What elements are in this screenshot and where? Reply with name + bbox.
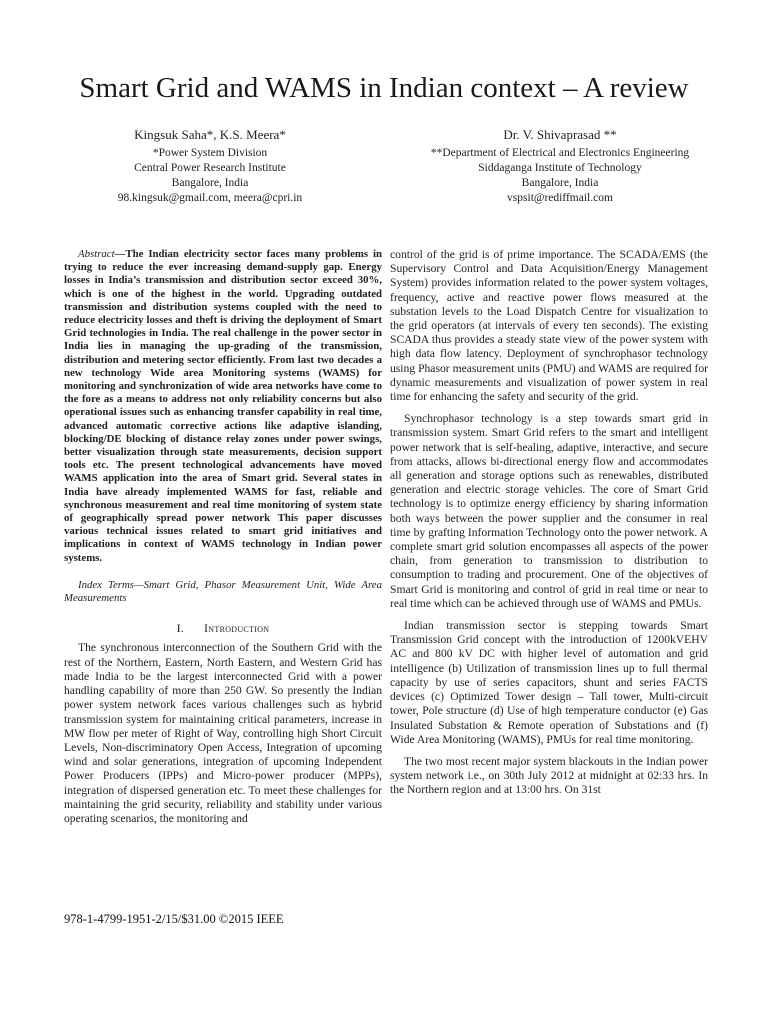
abstract-label: Abstract: [78, 248, 115, 260]
body-paragraph: Indian transmission sector is stepping towards Smart Transmission Grid concept with the introduction of 1200kVEHV AC and 800 kV DC with higher level of automation and grid intelligence (b) Utilization of transmission lines up to full thermal capacity by use of series capacitors, shunt and series FACTS devices (c) Optimized Tower design – Tall tower, Multi-circuit tower, Pole structure (d) Use of high temperature conductor (e) Gas Insulated Substation & Remote operation of Substations and (f) Wide Area Monitoring (WAMS), PMUs for real time monitoring.: [390, 619, 708, 746]
author-names: Kingsuk Saha*, K.S. Meera*: [134, 127, 286, 142]
author-email: 98.kingsuk@gmail.com, meera@cpri.in: [117, 192, 303, 204]
author-block-left: [60, 126, 360, 206]
affiliation-line: Bangalore, India: [171, 177, 249, 189]
affiliation-line: Siddaganga Institute of Technology: [478, 162, 642, 174]
right-column: [390, 248, 708, 806]
affiliation-line: Central Power Research Institute: [134, 162, 286, 174]
author-block-right: [410, 126, 710, 206]
body-paragraph: The synchronous interconnection of the Southern Grid with the rest of the Northern, Eastern, North Eastern, and Western Grid has made India to be the largest interconnected Grid with a power handling capability of more than 250 GW. So presently the Indian power system network faces various challenges such as hybrid transmission system for maintaining critical parameters, increase in MW flow per meter of Right of Way, controlling high Short Circuit Levels, Non-discriminatory Open Access, Integration of upcoming wind and solar generations, integration of upcoming Independent Power Producers (IPPs) and Micro-power producer (MPPs), integration of dispersed generation etc. To meet these challenges for maintaining the grid security, reliability and stability under various operating scenarios, the monitoring and: [64, 641, 382, 825]
copyright-footer: 978-1-4799-1951-2/15/$31.00 ©2015 IEEE: [64, 912, 284, 926]
abstract: [64, 248, 382, 565]
body-paragraph: Synchrophasor technology is a step towards smart grid in transmission system. Smart Grid refers to the smart and intelligent power network that is self-healing, adaptive, interactive, and secure from attacks, allows bi-directional energy flow and accommodates all generation and storage options such as renewables, distributed generation and electric storage vehicles. The core of Smart Grid technology is to optimize energy efficiency by sharing information both ways between the power supplier and the consumer in real time by grafting Information Technology onto the power network. A complete smart grid solution encompasses all aspects of the power chain, from generation to transmission to distribution to consumption to trading and procurement. One of the objectives of Smart Grid is monitoring and control of grid in real time or near to real time which can be achieved through use of WAMS and PMUs.: [390, 412, 708, 610]
body-paragraph: control of the grid is of prime importance. The SCADA/EMS (the Supervisory Control and Data Acquisition/Energy Management System) provides information related to the power system voltages, frequency, active and reactive power flows measured at the substation levels to the Load Dispatch Centre for visualization to the grid operators (at intervals of every ten seconds). The existing SCADA thus provides a steady state view of the power system with high data flow latency. Deployment of synchrophasor technology using Phasor measurement units (PMU) and WAMS are required for dynamic measurements and visualization of power system in real time for enhancing the safety and security of the grid.: [390, 248, 708, 404]
affiliation-line: Bangalore, India: [521, 177, 599, 189]
section-heading: I. Introduction: [176, 621, 270, 636]
author-names: Dr. V. Shivaprasad **: [503, 127, 617, 142]
affiliation-line: **Department of Electrical and Electronics Engineering: [430, 147, 690, 159]
affiliation-line: *Power System Division: [152, 147, 268, 159]
index-terms: Index Terms—Smart Grid, Phasor Measurement Unit, Wide Area Measurements: [64, 578, 382, 605]
author-email: vspsit@rediffmail.com: [507, 192, 613, 204]
paper-title: Smart Grid and WAMS in Indian context – A review: [79, 72, 689, 104]
body-paragraph: The two most recent major system blackouts in the Indian power system network i.e., on 30th July 2012 at midnight at 02:33 hrs. In the Northern region and at 13:00 hrs. On 31st: [390, 754, 708, 797]
left-column: [64, 248, 382, 834]
abstract-text: —The Indian electricity sector faces many problems in trying to reduce the ever increasing demand-supply gap. Energy losses in India’s transmission and distribution sector exceed 30%, which is one of the highest in the world. Upgrading outdated transmission and distribution systems coupled with the need to reduce electricity losses and theft is driving the deployment of Smart Grid technologies in India. The real challenge in the power sector in India lies in managing the up-grading of the transmission, distribution and metering sector efficiently. From last two decades a new technology Wide area Monitoring systems (WAMS) for monitoring and synchronization of wide area networks have come to the fore as a means to address not only reliability concerns but also operational issues such as enhancing transfer capability in real time, advanced automatic corrective actions like adaptive islanding, blocking/DE blocking of distance relay zones under power swings, better visualization through state measurements, decision support tools etc. The present technological advancements have moved WAMS application into the area of Smart grid. Several states in India have already implemented WAMS for fast, reliable and synchronous measurement and real time monitoring of system state of geographically spread power network This paper discusses various technical issues related to smart grid initiatives and implications in context of WAMS technology in Indian power systems.: [64, 248, 382, 564]
